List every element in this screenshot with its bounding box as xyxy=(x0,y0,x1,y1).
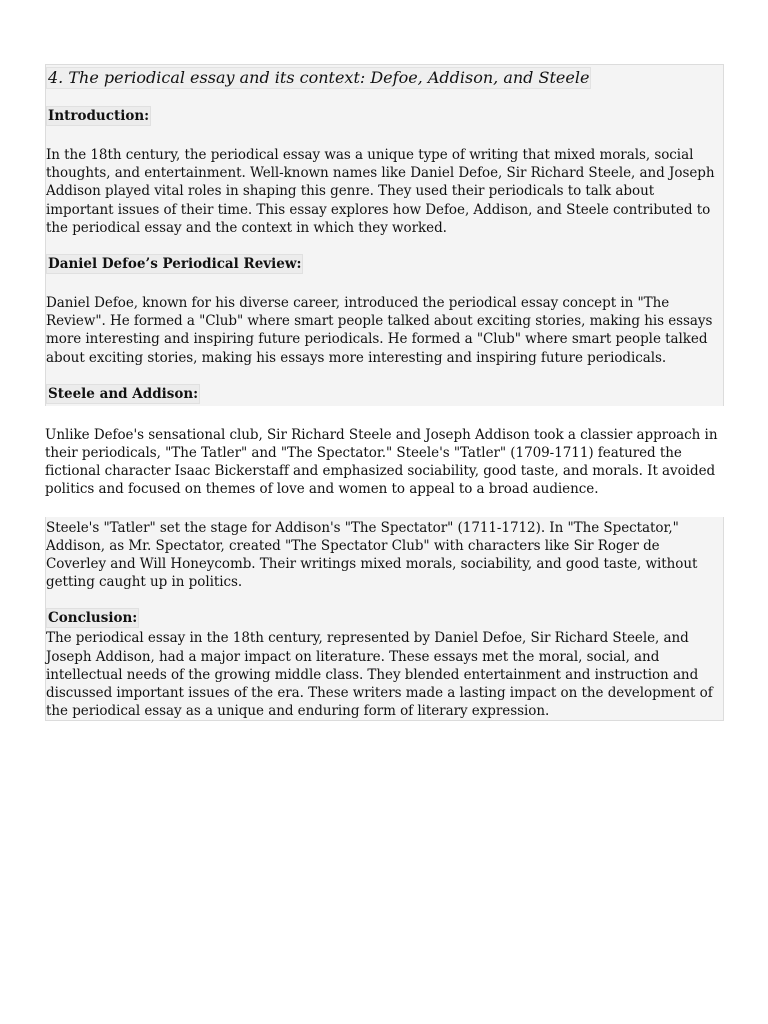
document-title: 4. The periodical essay and its context: Defoe, Addison, and Steele xyxy=(48,68,590,87)
paragraph-conclusion: The periodical essay in the 18th century, represented by Daniel Defoe, Sir Richard Steele, and Joseph Addison, had a major impact on literature. These essays met the moral, social, and intellectual needs of the growing middle class. They blended entertainment and instruction and discussed important issues of the era. These writers made a lasting impact on the development of the periodical essay as a unique and enduring form of literary expression. xyxy=(46,630,713,720)
paragraph-steele-addison-1: Unlike Defoe's sensational club, Sir Richard Steele and Joseph Addison took a classier approach in their periodicals, "The Tatler" and "The Spectator." Steele's "Tatler" (1709-1711) featured the fictional character Isaac Bickerstaff and emphasized sociability, good taste, and morals. It avoided politics and focused on themes of love and women to appeal to a broad audience. xyxy=(45,426,718,498)
document-block-middle xyxy=(45,406,724,517)
paragraph-introduction: In the 18th century, the periodical essay was a unique type of writing that mixed morals, social thoughts, and entertainment. Well-known names like Daniel Defoe, Sir Richard Steele, and Joseph Addison played vital roles in shaping this genre. They used their periodicals to talk about important issues of their time. This essay explores how Defoe, Addison, and Steele contributed to the periodical essay and the context in which they worked. xyxy=(46,147,715,236)
paragraph-steele-addison-2: Steele's "Tatler" set the stage for Addison's "The Spectator" (1711-1712). In "The Spectator," Addison, as Mr. Spectator, created "The Spectator Club" with characters like Sir Roger de Coverley and Will Honeycomb. Their writings mixed morals, sociability, and good taste, without getting caught up in politics. xyxy=(46,519,698,591)
document-block-bottom xyxy=(45,517,724,722)
section-heading-introduction: Introduction: xyxy=(48,108,150,124)
section-heading-steele-addison: Steele and Addison: xyxy=(48,385,199,402)
section-heading-conclusion: Conclusion: xyxy=(48,610,138,627)
document-page xyxy=(45,64,724,721)
document-block-top xyxy=(45,64,724,406)
section-heading-defoe: Daniel Defoe’s Periodical Review: xyxy=(48,256,302,273)
paragraph-defoe: Daniel Defoe, known for his diverse career, introduced the periodical essay concept in "The Review". He formed a "Club" where smart people talked about exciting stories, making his essays more interesting and inspiring future periodicals. He formed a "Club" where smart people talked about exciting stories, making his essays more interesting and inspiring future periodicals. xyxy=(46,295,713,366)
